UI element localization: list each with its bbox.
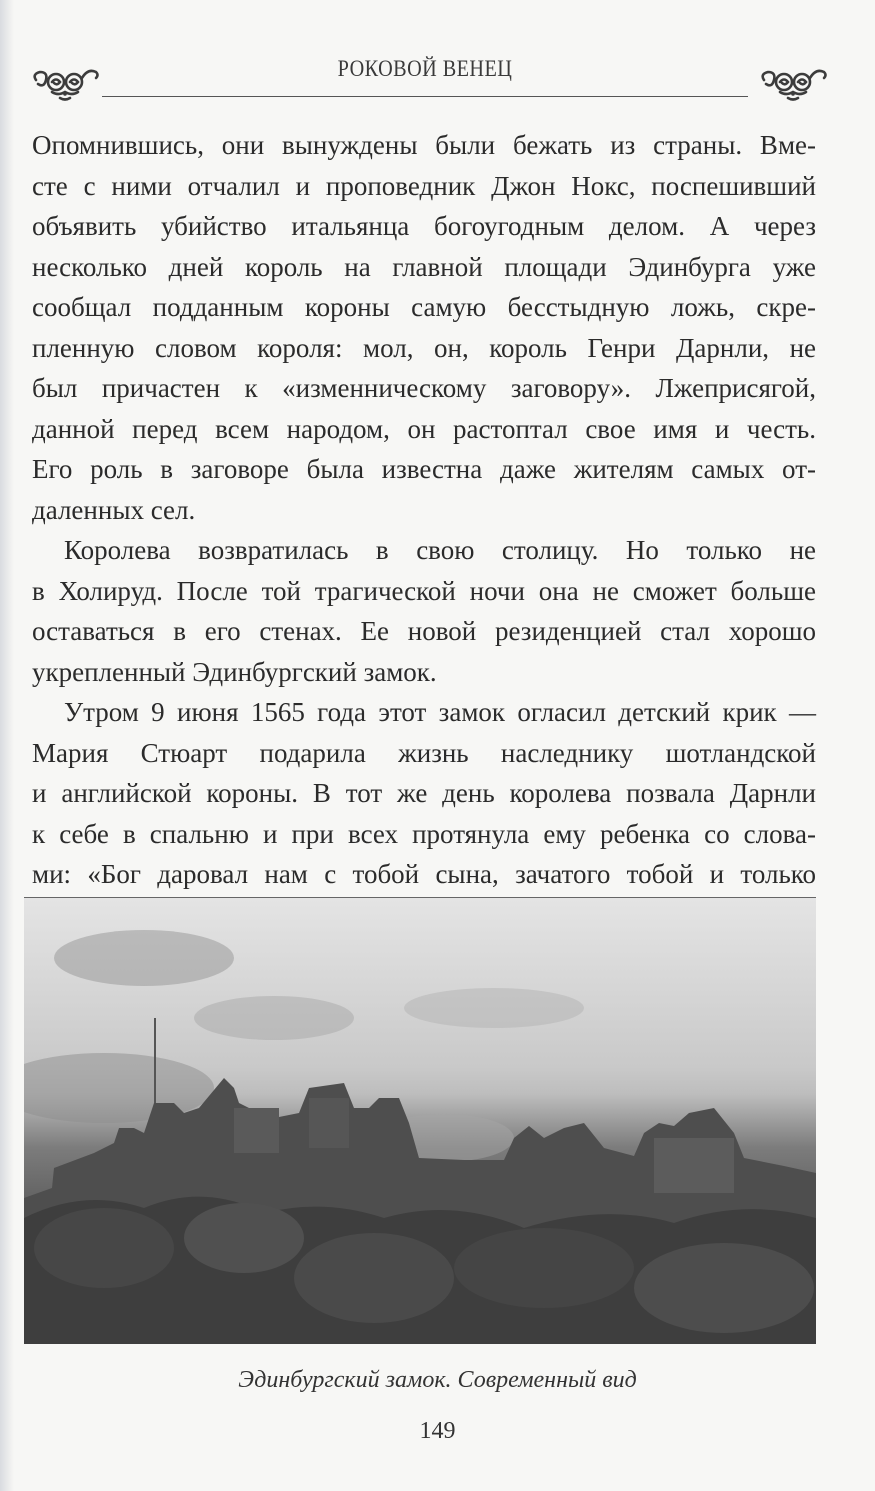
- text-line: объявить убийство итальянца богоугодным делом. А через: [32, 211, 816, 241]
- text-line: и английской короны. В тот же день королева позвала Дарнли: [32, 778, 816, 808]
- text-line: Королева возвратилась в свою столицу. Но только не: [64, 535, 816, 565]
- text-line: ми: «Бог даровал нам с тобой сына, зачатого тобой и только: [32, 859, 816, 889]
- book-spine-shadow: [0, 0, 14, 1491]
- text-line: Его роль в заговоре была известна даже жителям самых от-: [32, 454, 816, 484]
- text-line: несколько дней король на главной площади Эдинбурга уже: [32, 251, 816, 282]
- running-header: [20, 52, 830, 102]
- text-line: сте с ними отчалил и проповедник Джон Нокс, поспешивший: [32, 170, 816, 201]
- text-line: Опомнившись, они вынуждены были бежать из страны. Вме-: [32, 130, 816, 160]
- page-number: 149: [419, 1418, 456, 1444]
- text-line: даленных сел.: [32, 494, 196, 525]
- text-line: оставаться в его стенах. Ее новой резиденцией стал хорошо: [32, 616, 816, 646]
- scroll-flourish-icon: [758, 66, 830, 106]
- paragraph: [32, 530, 816, 692]
- text-line: пленную словом короля: мол, он, король Генри Дарнли, не: [32, 332, 816, 363]
- castle-photo: [24, 897, 816, 1344]
- text-line: к себе в спальню и при всех протянула ему ребенка со слова-: [32, 818, 816, 849]
- text-line: был причастен к «изменническому заговору». Лжеприсягой,: [32, 373, 816, 403]
- body-text: [32, 125, 816, 935]
- text-line: сообщал подданным короны самую бесстыдную ложь, скре-: [32, 292, 816, 322]
- text-line: данной перед всем народом, он растоптал свое имя и честь.: [32, 413, 816, 444]
- text-line: Мария Стюарт подарила жизнь наследнику шотландской: [32, 737, 816, 768]
- running-title: РОКОВОЙ ВЕНЕЦ: [337, 56, 513, 81]
- text-line: в Холируд. После той трагической ночи она не сможет больше: [32, 575, 816, 606]
- castle-silhouette-image: [24, 898, 816, 1344]
- text-line: укрепленный Эдинбургский замок.: [32, 656, 437, 687]
- text-line: Утром 9 июня 1565 года этот замок огласил детский крик —: [64, 697, 816, 727]
- header-divider: [102, 96, 748, 97]
- figure-caption: Эдинбургский замок. Современный вид: [238, 1367, 637, 1393]
- paragraph: [32, 125, 816, 530]
